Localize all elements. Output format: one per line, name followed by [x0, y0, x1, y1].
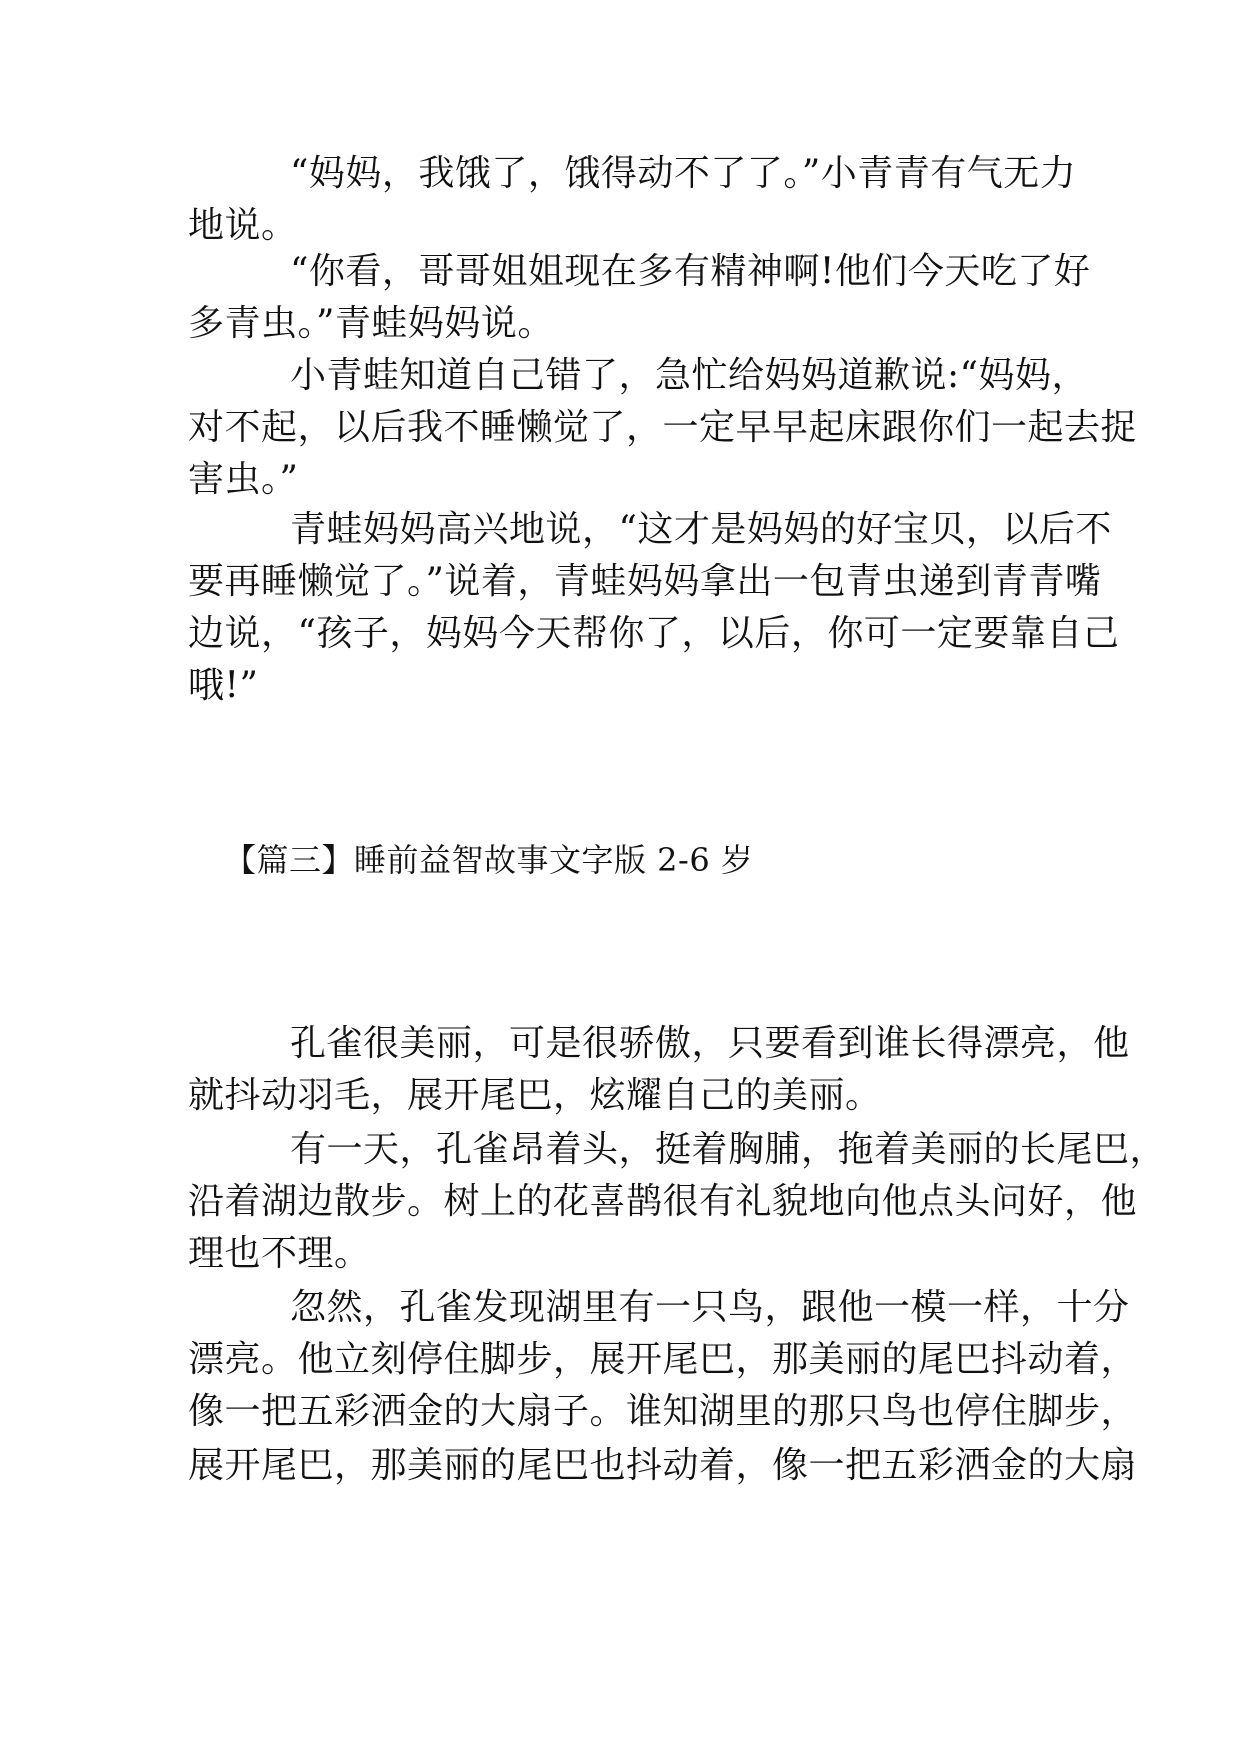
paragraph-line: 理也不理。 [188, 1233, 371, 1274]
paragraph-line: 像一把五彩洒金的大扇子。谁知湖里的那只鸟也停住脚步， [188, 1391, 1138, 1432]
paragraph-line: 青蛙妈妈高兴地说，“这才是妈妈的好宝贝，以后不 [290, 509, 1112, 550]
paragraph-line: 要再睡懒觉了。”说着，青蛙妈妈拿出一包青虫递到青青嘴 [188, 561, 1102, 602]
paragraph-line: 沿着湖边散步。树上的花喜鹊很有礼貌地向他点头问好，他 [188, 1181, 1138, 1222]
section-heading: 【篇三】睡前益智故事文字版 2-6 岁 [224, 841, 754, 879]
paragraph-line: 展开尾巴，那美丽的尾巴也抖动着，像一把五彩洒金的大扇 [188, 1445, 1138, 1486]
paragraph-line: 有一天，孔雀昂着头，挺着胸脯，拖着美丽的长尾巴， [290, 1129, 1167, 1170]
paragraph-line: “妈妈，我饿了，饿得动不了了。”小青青有气无力 [290, 153, 1077, 194]
paragraph-line: 害虫。” [188, 459, 299, 500]
paragraph-line: 对不起，以后我不睡懒觉了，一定早早起床跟你们一起去捉 [188, 407, 1138, 448]
paragraph-line: “你看，哥哥姐姐现在多有精神啊!他们今天吃了好 [290, 251, 1091, 292]
paragraph-line: 漂亮。他立刻停住脚步，展开尾巴，那美丽的尾巴抖动着， [188, 1339, 1138, 1380]
paragraph-line: 多青虫。”青蛙妈妈说。 [188, 303, 554, 344]
paragraph-line: 就抖动羽毛，展开尾巴，炫耀自己的美丽。 [188, 1075, 882, 1116]
paragraph-line: 哦!” [188, 665, 259, 706]
paragraph-line: 忽然，孔雀发现湖里有一只鸟，跟他一模一样，十分 [290, 1287, 1130, 1328]
paragraph-line: 孔雀很美丽，可是很骄傲，只要看到谁长得漂亮，他 [290, 1023, 1130, 1064]
paragraph-line: 小青蛙知道自己错了，急忙给妈妈道歉说:“妈妈， [290, 355, 1089, 396]
paragraph-line: 边说，“孩子，妈妈今天帮你了，以后，你可一定要靠自己 [188, 613, 1120, 654]
paragraph-line: 地说。 [188, 205, 298, 246]
